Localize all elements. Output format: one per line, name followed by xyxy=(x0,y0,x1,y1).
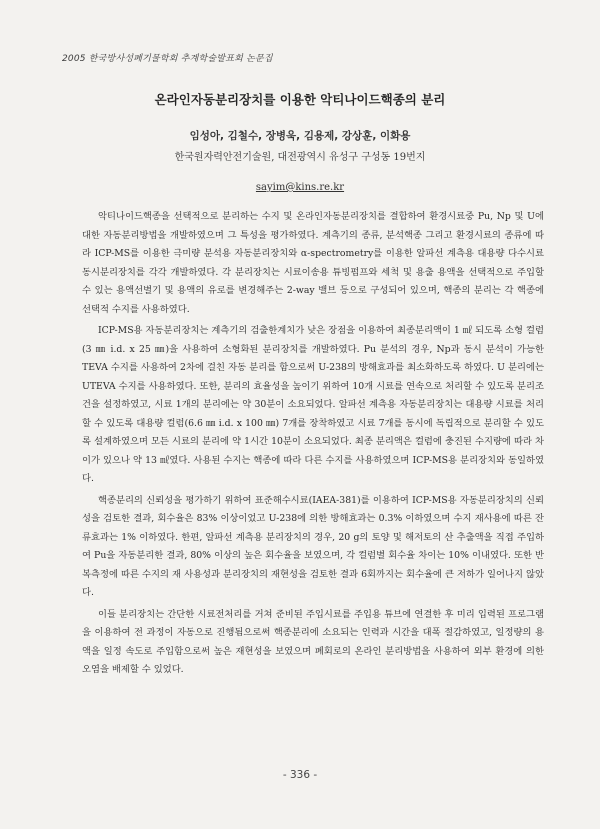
abstract-body xyxy=(82,208,544,683)
paragraph-1: 악티나이드핵종을 선택적으로 분리하는 수지 및 온라인자동분리장치를 결합하여 환경시료중 Pu, Np 및 U에 대한 자동분리방법을 개발하였으며 그 특성을 평가하였다. 계측기의 종류, 분석핵종 그리고 환경시료의 종류에 따라 ICP-MS를 이용한 극미량 분석용 자동분리장치와 α-spectrometry를 이용한 알파선 계측용 대용량 다수시료 동시분리장치를 각각 개발하였다. 각 분리장치는 시료이송용 튜빙펌프와 세척 및 용출 용액을 선택적으로 주입할 수 있는 용액선별기 및 용액의 유로를 변경해주는 2-way 밸브 등으로 구성되어 있으며, 핵종의 분리는 각 핵종에 선택적 수지를 사용하였다. xyxy=(82,211,544,315)
paper-title: 온라인자동분리장치를 이용한 악티나이드핵종의 분리 xyxy=(154,92,446,107)
paragraph-2: ICP-MS용 자동분리장치는 계측기의 검출한계치가 낮은 장점을 이용하여 최종분리액이 1 ㎖ 되도록 소형 컬럼(3 ㎜ i.d. x 25 ㎜)을 사용하여 소형화된 분리장치를 개발하였다. Pu 분석의 경우, Np과 동시 분석이 가능한 TEVA 수지를 사용하여 2차에 걸친 자동 분리를 함으로써 U-238의 방해효과를 최소화하도록 하였다. U 분리에는 UTEVA 수지를 사용하였다. 또한, 분리의 효율성을 높이기 위하여 10개 시료를 연속으로 처리할 수 있도록 분리조건을 설정하였고, 시료 1개의 분리에는 약 30분이 소요되었다. 알파선 계측용 자동분리장치는 대용량 시료를 처리할 수 있도록 대용량 컬럼(6.6 ㎜ i.d. x 100 ㎜) 7개를 장착하였고 시료 7개를 동시에 독립적으로 분리할 수 있도록 설계하였으며 모든 시료의 분리에 약 1시간 10분이 소요되었다. 최종 분리액은 컬럼에 충진된 수지량에 따라 차이가 있으나 약 13 ㎖였다. 사용된 수지는 핵종에 따라 다른 수지를 사용하였으며 ICP-MS용 분리장치와 동일하였다. xyxy=(82,325,545,484)
author-list: 임성아, 김철수, 장병욱, 김용제, 강상훈, 이화용 xyxy=(189,130,411,142)
proceedings-header: 2005 한국방사성폐기물학회 추계학술발표회 논문집 xyxy=(62,54,273,64)
email-link[interactable]: sayim@kins.re.kr xyxy=(255,182,345,193)
paragraph-3: 핵종분리의 신뢰성을 평가하기 위하여 표준해수시료(IAEA-381)를 이용하여 ICP-MS용 자동분리장치의 신뢰성을 검토한 결과, 회수율은 83% 이상이었고 U-238에 의한 방해효과는 0.3% 이하였으며 수지 재사용에 따른 잔류효과는 1% 이하였다. 한편, 알파선 계측용 분리장치의 경우, 20 g의 토양 및 해저토의 산 추출액을 직접 주입하여 Pu을 자동분리한 결과, 80% 이상의 높은 회수율을 보였으며, 각 컬럼별 회수율 차이는 10% 이내였다. 또한 반복측정에 따른 수지의 재 사용성과 분리장치의 재현성을 검토한 결과 6회까지는 회수율에 큰 저하가 일어나지 않았다. xyxy=(82,494,544,598)
page-number: - 336 - xyxy=(282,769,318,781)
affiliation: 한국원자력안전기술원, 대전광역시 유성구 구성동 19번지 xyxy=(174,152,426,163)
paragraph-4: 이들 분리장치는 간단한 시료전처리를 거쳐 준비된 주입시료를 주입용 튜브에 연결한 후 미리 입력된 프로그램을 이용하여 전 과정이 자동으로 진행됨으로써 핵종분리에 소요되는 인력과 시간을 대폭 절감하였고, 일정량의 용액을 일정 속도로 주입함으로써 높은 재현성을 보였으며 폐회로의 온라인 분리방법을 사용하여 외부 환경에 의한 오염을 배제할 수 있었다. xyxy=(82,608,544,675)
author-email xyxy=(0,182,600,193)
